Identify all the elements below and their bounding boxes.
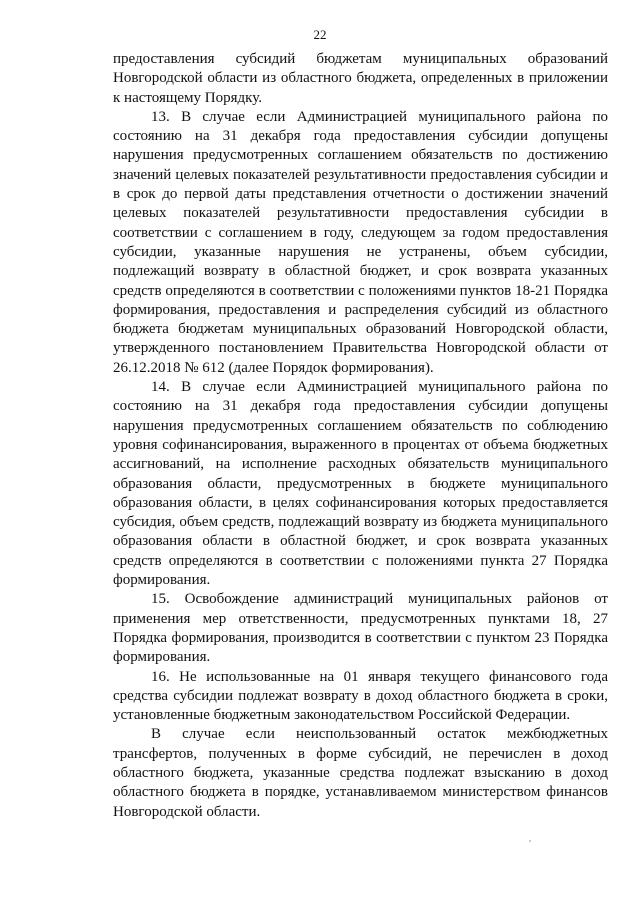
paragraph-item-13: 13. В случае если Администрацией муниципального района по состоянию на 31 декабря года предоставления субсидии допущены нарушения предусмотренных соглашением обязательств по достижению значений целевых показателей результативности предоставления субсидии и в срок до первой даты представления отчетности о достижении значений целевых показателей результативности предоставления субсидии в соответствии с соглашением в году, следующем за годом предоставления субсидии, указанные нарушения не устранены, объем субсидии, подлежащий возврату в областной бюджет, и срок возврата указанных средств определяются в соответствии с положениями пунктов 18-21 Порядка формирования, предоставления и распределения субсидий из областного бюджета бюджетам муниципальных образований Новгородской области, утвержденного постановлением Правительства Новгородской области от 26.12.2018 № 612 (далее Порядок формирования). [113,108,608,376]
scan-speck [529,840,531,842]
paragraph-item-14: 14. В случае если Администрацией муниципального района по состоянию на 31 декабря года предоставления субсидии допущены нарушения предусмотренных соглашением обязательств по соблюдению уровня софинансирования, выраженного в процентах от объема бюджетных ассигнований, на исполнение расходных обязательств муниципального образования области, предусмотренных в бюджете муниципального образования области, в целях софинансирования которых предоставляется субсидия, объем средств, подлежащий возврату из бюджета муниципального образования области в областной бюджет, и срок возврата указанных средств определяются в соответствии с положениями пункта 27 Порядка формирования. [113,379,608,589]
paragraph-item-16: 16. Не использованные на 01 января текущего финансового года средства субсидии подлежат возврату в доход областного бюджета в сроки, установленные бюджетным законодательством Российской Федерации. [113,668,608,724]
paragraph-item-15: 15. Освобождение администраций муниципальных районов от применения мер ответственности, предусмотренных пунктами 18, 27 Порядка формирования, производится в соответствии с пунктом 23 Порядка формирования. [113,591,608,666]
document-body [113,50,608,822]
paragraph-unused-transfers: В случае если неиспользованный остаток межбюджетных трансфертов, полученных в форме субсидий, не перечислен в доход областного бюджета, указанные средства подлежат взысканию в доход областного бюджета в порядке, устанавливаемом министерством финансов Новгородской области. [113,726,608,820]
page-number: 22 [313,27,327,42]
paragraph-continuation: предоставления субсидий бюджетам муниципальных образований Новгородской области из областного бюджета, определенных в приложении к настоящему Порядку. [113,51,608,106]
